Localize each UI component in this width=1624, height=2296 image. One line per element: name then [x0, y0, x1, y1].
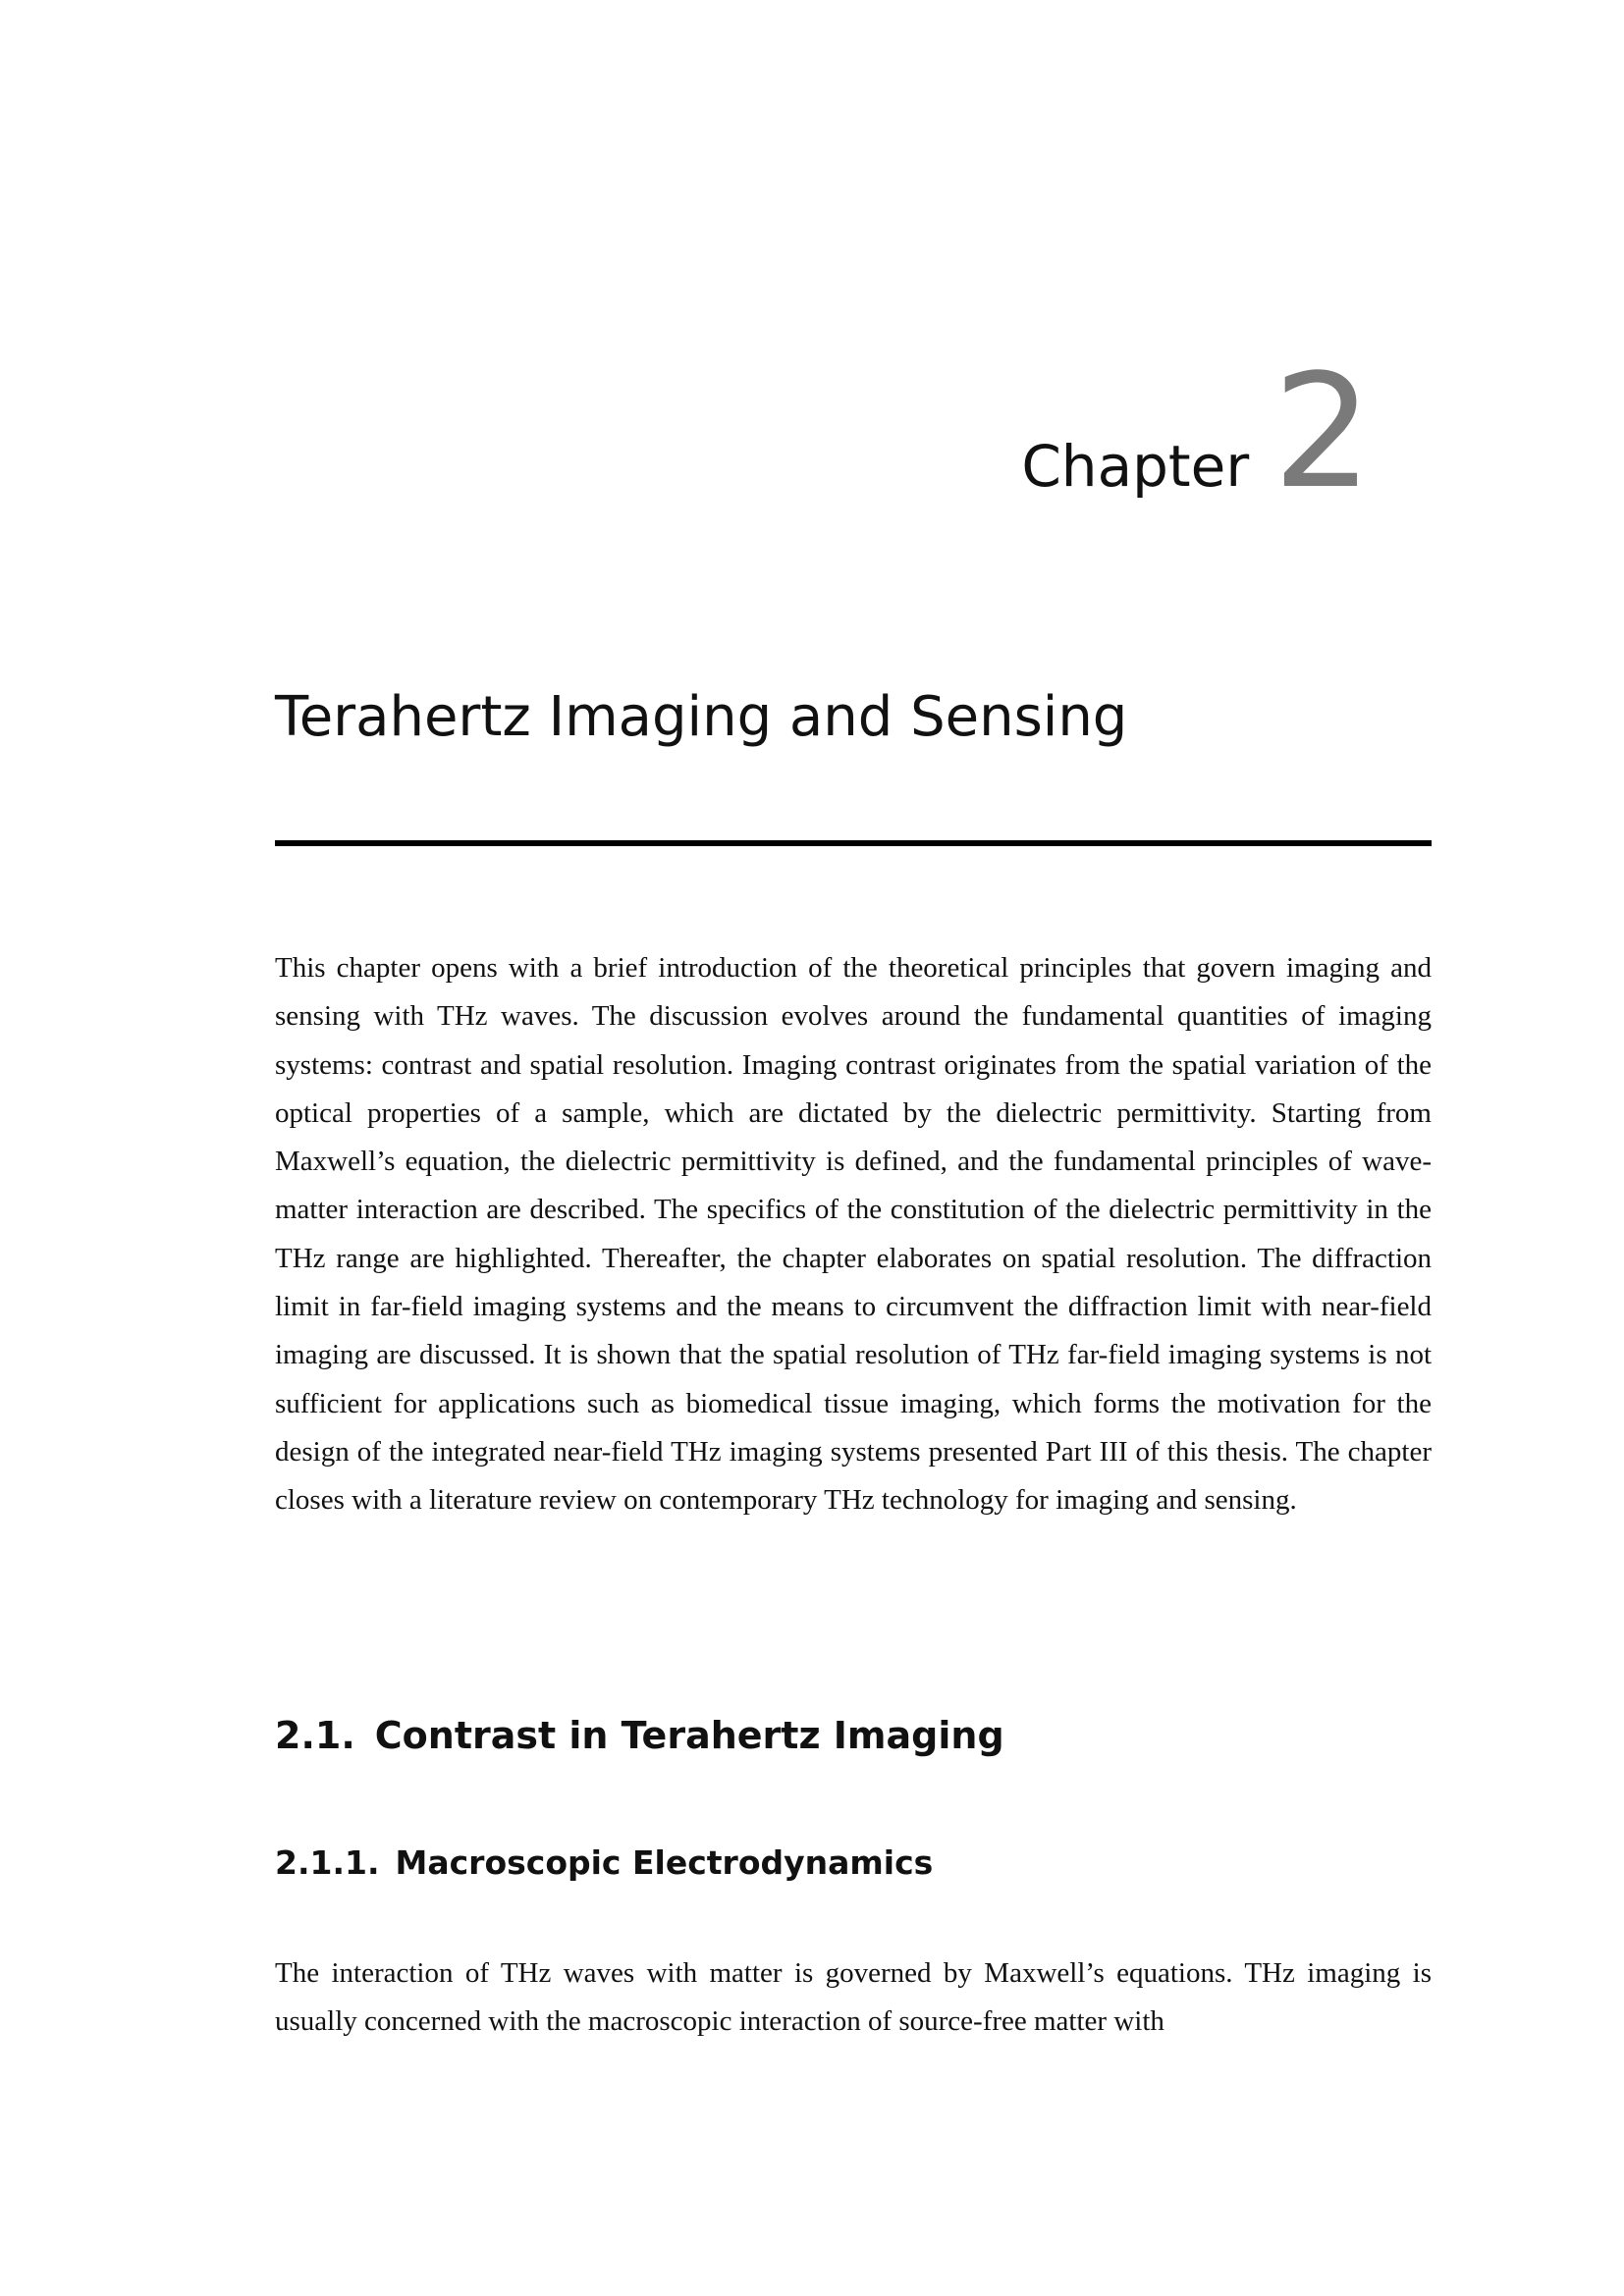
subsection-number: 2.1.1.: [275, 1843, 380, 1882]
chapter-heading: [1021, 340, 1373, 523]
chapter-number: 2: [1272, 340, 1373, 523]
section-title: Contrast in Terahertz Imaging: [374, 1714, 1004, 1757]
chapter-title-rule: [275, 840, 1432, 846]
chapter-label: Chapter: [1021, 433, 1250, 500]
section-heading: [275, 1716, 1004, 1757]
subsection-heading: [275, 1845, 933, 1881]
chapter-intro-paragraph: This chapter opens with a brief introduction of the theoretical principles that govern imaging and sensing with THz waves. The discussion evolves around the fundamental quantities of imaging systems: contrast and spatial resolution. Imaging contrast originates from the spatial variation of the optical properties of a sample, which are dictated by the dielectric permittivity. Starting from Maxwell’s equation, the dielectric permittivity is defined, and the fundamental principles of wave-matter interaction are described. The specifics of the constitution of the dielectric permittivity in the THz range are highlighted. Thereafter, the chapter elaborates on spatial resolution. The diffraction limit in far-field imaging systems and the means to circumvent the diffraction limit with near-field imaging are discussed. It is shown that the spatial resolution of THz far-field imaging systems is not sufficient for applications such as biomedical tissue imaging, which forms the motivation for the design of the integrated near-field THz imaging systems presented Part III of this thesis. The chapter closes with a literature review on contemporary THz technology for imaging and sensing.: [275, 952, 1432, 1517]
section-number: 2.1.: [275, 1714, 355, 1757]
body-paragraph: The interaction of THz waves with matter is governed by Maxwell’s equations. THz imaging is usually concerned with the macroscopic interaction of source-free matter with: [275, 1957, 1432, 2038]
subsection-title: Macroscopic Electrodynamics: [395, 1843, 934, 1882]
chapter-title: Terahertz Imaging and Sensing: [275, 685, 1128, 749]
